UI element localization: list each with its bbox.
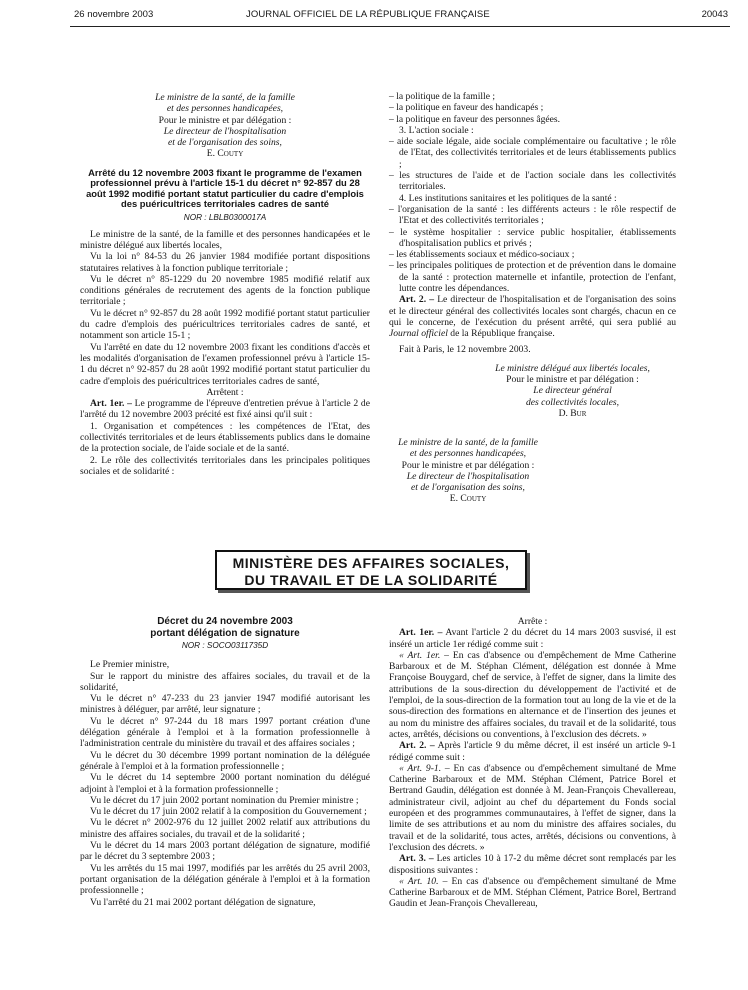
paragraph: Vu le décret n° 85-1229 du 20 novembre 1985 modifié relatif aux conditions générales de recrutement des agents de la fonction publique territoriale ; (80, 273, 370, 308)
sig-name: D. Bur (558, 408, 587, 420)
sig-line: et de l'organisation des soins, (411, 482, 525, 494)
sig-line: Le ministre de la santé, de la famille (155, 92, 295, 103)
arrete-title: Arrêté du 12 novembre 2003 fixant le programme de l'examen professionnel prévu à l'article 15-1 du décret n° 92-857 du 28 août 1992 modifié portant statut particulier du cadre d'emplois des puéricultrices territoriales cadres de santé (86, 166, 364, 209)
arretent-heading: Arrêtent : (206, 386, 244, 398)
article-2: Art. 2. – Après l'article 9 du même décret, il est inséré un article 9-1 rédigé comme suit : (389, 740, 677, 763)
sig-line: Pour le ministre et par délégation : (401, 459, 535, 471)
quoted-article-9-1: « Art. 9-1. – En cas d'absence ou d'empêchement simultané de Mme Catherine Barbaroux et de MM. Stéphan Clément, Patrice Borel et Bertrand Gaudin, délégation est donnée à M. Jean-François Chevallereau, administrateur civil, adjoint au chef du département du Fonds social européen et des programmes communautaires, à l'effet de signer, dans la limite de ses attributions et au nom du ministre des affaires sociales, du travail et de la solidarité, tous actes, arrêtés, décisions ou conventions, à l'exclusion des décrets. » (389, 762, 676, 853)
article-2: Art. 2. – Le directeur de l'hospitalisation et de l'organisation des soins et le directeur général des collectivités locales sont chargés, chacun en ce qui le concerne, de l'exécution du présent arrêté, qui sera publié au Journal officiel de la République française. (389, 294, 676, 340)
article-1: Art. 1er. – Le programme de l'épreuve d'entretien prévue à l'article 2 de l'arrêté du 12 novembre 2003 précité est fixé ainsi qu'il suit : (80, 398, 370, 421)
paragraph: Vu la loi n° 84-53 du 26 janvier 1984 modifiée portant dispositions statutaires relatives à la fonction publique territoriale ; (80, 251, 370, 274)
paragraph: Vu le décret n° 2002-976 du 12 juillet 2002 relatif aux attributions du ministre des affaires sociales, du travail et de la solidarité ; (80, 817, 370, 840)
list-item: – les structures de l'aide et de l'action sociale dans les collectivités territoriales. (389, 170, 676, 193)
article-1: Art. 1er. – Avant l'article 2 du décret du 14 mars 2003 susvisé, il est inséré un article 1er rédigé comme suit : (389, 627, 676, 650)
decret-subtitle: portant délégation de signature (150, 627, 300, 639)
header-date: 26 novembre 2003 (74, 9, 154, 20)
list-item: – le système hospitalier : service public hospitalier, établissements d'hospitalisation publics et privés ; (389, 226, 676, 249)
sig-line: et des personnes handicapées, (166, 103, 284, 115)
sig-line: et des personnes handicapées, (409, 448, 527, 460)
ministry-banner (215, 550, 527, 590)
paragraph: Sur le rapport du ministre des affaires sociales, du travail et de la solidarité, (80, 670, 370, 693)
column-4 (389, 616, 676, 910)
sig-line: Le directeur général (533, 385, 612, 397)
item-2: 2. Le rôle des collectivités territoriales dans les principales politiques sociales et de solidarité : (80, 454, 370, 477)
nor-reference: NOR : SOCO0311735D (181, 641, 269, 650)
paragraph: Vu le décret n° 97-244 du 18 mars 1997 portant création d'une délégation générale à l'emploi et à la formation professionnelle à l'administration centrale du ministère du travail et des affaires sociales ; (80, 715, 370, 750)
header-rule (70, 26, 730, 27)
decret-title: Décret du 24 novembre 2003 (157, 616, 293, 627)
sig-line: Pour le ministre et par délégation : (158, 114, 292, 126)
paragraph: Vu le décret du 17 juin 2002 portant nomination du Premier ministre ; (90, 794, 359, 806)
column-2 (389, 91, 676, 419)
paragraph: Vu le décret du 30 décembre 1999 portant nomination de la déléguée générale à l'emploi et à la formation professionnelle ; (80, 749, 370, 772)
sig-line: Le directeur de l'hospitalisation (406, 470, 530, 482)
signature-block-top (80, 92, 370, 160)
paragraph: Vu le décret du 14 septembre 2000 portant nomination du délégué adjoint à l'emploi et à la formation professionnelle ; (80, 772, 370, 795)
item-1: 1. Organisation et compétences : les compétences de l'Etat, des collectivités territoriales et de leurs établissements publics dans le domaine de la protection sociale, de l'aide sociale et de la santé. (80, 420, 370, 455)
list-item: – la politique en faveur des handicapés ; (389, 102, 544, 114)
header-journal-title: JOURNAL OFFICIEL DE LA RÉPUBLIQUE FRANÇAISE (246, 9, 490, 20)
quoted-article-10: « Art. 10. – En cas d'absence ou d'empêchement simultané de Mme Catherine Barbaroux et de MM. Stéphan Clément, Patrice Borel, Bertrand Gaudin et Jean-François Chevallereau, (389, 875, 676, 910)
page-header (0, 9, 748, 21)
column-1 (80, 92, 370, 477)
quoted-article-1: « Art. 1er. – En cas d'absence ou d'empêchement de Mme Catherine Barbaroux et de M. Stéphan Clément, délégation est donnée à Mme Françoise Bouygard, chef de service, à l'effet de signer, dans la limite des attributions de la sous-direction du développement de l'activité et de l'emploi, de la sous-direction de la formation tout au long de la vie et de la sous-direction des formations en alternance et de l'insertion des jeunes et au nom du ministre des affaires sociales, du travail et de la solidarité, tous actes, arrêtés, décisions ou conventions, à l'exclusion des décrets. » (389, 649, 676, 740)
paragraph: Le ministre de la santé, de la famille et des personnes handicapées et le ministre délégué aux libertés locales, (80, 228, 370, 251)
paragraph: Vu l'arrêté du 21 mai 2002 portant délégation de signature, (90, 896, 316, 908)
banner-line-2: DU TRAVAIL ET DE LA SOLIDARITÉ (244, 571, 498, 588)
paragraph: Vu le décret n° 47-233 du 23 janvier 1947 modifié autorisant les ministres à déléguer, par arrêté, leur signature ; (80, 693, 370, 716)
paragraph: Vu le décret n° 92-857 du 28 août 1992 modifié portant statut particulier du cadre d'emplois des puéricultrices territoriales cadres de santé, et notamment son article 15-1 ; (80, 307, 370, 342)
list-item: – les établissements sociaux et médico-sociaux ; (389, 249, 575, 261)
list-item: – la politique de la famille ; (389, 91, 496, 102)
list-item: – l'organisation de la santé : les différents acteurs : le rôle respectif de l'Etat et des collectivités territoriales ; (389, 203, 676, 227)
article-3: Art. 3. – Les articles 10 à 17-2 du même décret sont remplacés par les dispositions suivantes : (389, 853, 676, 876)
item-4: 4. Les institutions sanitaires et les politiques de la santé : (399, 192, 617, 204)
list-item: – aide sociale légale, aide sociale complémentaire ou facultative ; le rôle de l'Etat, des collectivités territoriales et de leurs établissements publics ; (389, 136, 676, 170)
sig-line: Le directeur de l'hospitalisation (163, 125, 287, 137)
column-3 (80, 616, 370, 908)
signature-block-1 (389, 363, 676, 419)
arrete-heading: Arrête : (517, 616, 548, 627)
list-item: – la politique en faveur des personnes âgées. (389, 113, 561, 125)
paragraph: Vu l'arrêté en date du 12 novembre 2003 fixant les conditions d'accès et les modalités d'organisation de l'examen professionnel prévu à l'article 15-1 du décret n° 92-857 du 28 août 1992 modifié portant statut particulier du cadre d'emplois des puéricultrices territoriales cadres de santé, (80, 341, 370, 387)
paragraph: Vu le décret du 14 mars 2003 portant délégation de signature, modifié par le décret du 3 septembre 2003 ; (80, 840, 370, 863)
paragraph: Vu le décret du 17 juin 2002 relatif à la composition du Gouvernement ; (90, 806, 367, 818)
sig-line: et de l'organisation des soins, (168, 137, 282, 149)
paragraph: Vu les arrêtés du 15 mai 1997, modifiés par les arrêtés du 25 avril 2003, portant organisation de la délégation générale à l'emploi et à la formation professionnelle ; (80, 862, 370, 897)
sig-line: Pour le ministre et par délégation : (506, 374, 639, 386)
sig-line: des collectivités locales, (526, 396, 619, 408)
signature-block-2 (378, 437, 558, 505)
sig-name: E. Couty (449, 493, 487, 505)
header-page-number: 20043 (701, 9, 728, 20)
nor-reference: NOR : LBLB0300017A (183, 213, 267, 223)
item-3: 3. L'action sociale : (399, 124, 474, 136)
paragraph: Le Premier ministre, (90, 659, 170, 671)
sig-line: Le ministre de la santé, de la famille (398, 437, 538, 448)
sig-line: Le ministre délégué aux libertés locales, (495, 362, 650, 374)
list-item: – les principales politiques de protection et de prévention dans le domaine de la santé : protection maternelle et infantile, protection de l'enfant, lutte contre les dépendances. (389, 260, 676, 295)
sig-name: E. Couty (206, 148, 244, 160)
banner-line-1: MINISTÈRE DES AFFAIRES SOCIALES, (232, 555, 510, 571)
fait-a-paris: Fait à Paris, le 12 novembre 2003. (399, 343, 531, 355)
